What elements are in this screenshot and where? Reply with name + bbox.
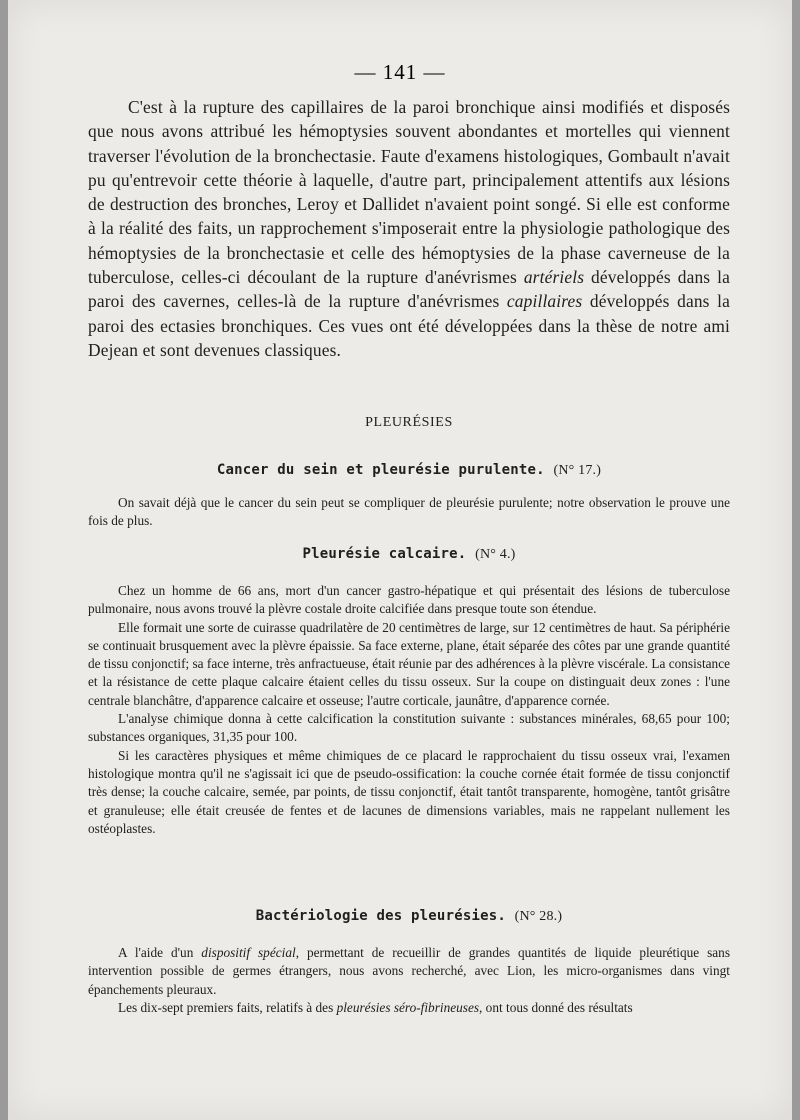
text: Les dix-sept premiers faits, relatifs à des <box>118 999 337 1015</box>
paragraph <box>88 999 730 1017</box>
subsection-heading-cancer <box>88 462 730 479</box>
intro-text-3: développés dans la paroi des ectasies bronchiques. Ces vues ont été développées dans la thèse de notre ami Dejean et sont devenues classiques. <box>88 291 730 360</box>
paragraph: L'analyse chimique donna à cette calcification la constitution suivante : substances minérales, 68,65 pour 100; substances organiques, 31,35 pour 100. <box>88 711 730 745</box>
paragraph: Elle formait une sorte de cuirasse quadrilatère de 20 centimètres de large, sur 12 centimètres de haut. Sa périphérie se continuait brusquement avec la plèvre épaissie. Sa face externe, plane, était séparée des côtes par une grande quantité de tissu conjonctif; sa face interne, très anfractueuse, était réunie par des adhérences à la plèvre viscérale. La consistance et la résistance de cette plaque calcaire étaient celles du tissu osseux. Sur la coupe on distinguait deux zones : l'une centrale blanchâtre, d'apparence calcaire et osseuse; l'autre corticale, jaunâtre, d'apparence cornée. <box>88 619 731 708</box>
subsection-title: Cancer du sein et pleurésie purulente. <box>216 462 545 478</box>
paragraph: Chez un homme de 66 ans, mort d'un cancer gastro-hépatique et qui présentait des lésions de tuberculose pulmonaire, nous avons trouvé la plèvre costale droite calcifiée dans presque toute son étendue. <box>88 583 730 617</box>
intro-paragraph <box>88 95 730 362</box>
page-number: — 141 — <box>354 60 446 84</box>
observation-ref: (N° 17.) <box>553 463 602 478</box>
intro-text-2: développés dans la paroi des cavernes, celles-là de la rupture d'anévrismes <box>88 267 730 312</box>
subsection-title: Bactériologie des pleurésies. <box>255 908 506 924</box>
text: , permettant de recueillir de grandes quantités de liquide pleurétique sans intervention possible de germes étrangers, nous avons recherché, avec Lion, les micro-organismes dans vingt épanchements pleuraux. <box>88 945 730 997</box>
intro-italic-2: capillaires <box>506 291 583 312</box>
paragraph-cancer: On savait déjà que le cancer du sein peut se compliquer de pleurésie purulente; notre observation le prouve une fois de plus. <box>88 495 730 529</box>
subsection-heading-bacterio <box>88 908 730 925</box>
subsection-heading-calcaire <box>88 546 730 563</box>
document-page <box>8 0 792 1120</box>
text: , ont tous donné des résultats <box>479 999 633 1015</box>
intro-italic-1: artériels <box>523 267 585 288</box>
observation-ref: (N° 4.) <box>475 547 516 562</box>
text: A l'aide d'un <box>118 945 202 960</box>
section-title: PLEURÉSIES <box>365 415 453 430</box>
bacterio-text-block <box>88 944 730 1017</box>
italic-text: dispositif spécial <box>201 945 296 960</box>
paragraph <box>88 944 730 999</box>
paragraph: Si les caractères physiques et même chimiques de ce placard le rapprochaient du tissu osseux vrai, l'examen histologique montra qu'il ne s'agissait ici que de pseudo-ossification: la couche cornée était formée de tissu conjonctif très dense; la couche calcaire, semée, par points, de tissu conjonctif, était tantôt transparente, homogène, tantôt grisâtre et granuleuse; elle était creusée de fentes et de lacunes de dimensions variables, mais ne rappelant nullement les ostéoplastes. <box>88 747 730 836</box>
observation-ref: (N° 28.) <box>514 909 563 924</box>
subsection-title: Pleurésie calcaire. <box>302 546 467 562</box>
calcaire-text-block <box>88 582 730 838</box>
intro-text-1: C'est à la rupture des capillaires de la paroi bronchique ainsi modifiés et disposés que nous avons attribué les hémoptysies souvent abondantes et mortelles qui viennent traverser l'évolution de la bronchectasie. Faute d'examens histologiques, Gombault n'avait pu qu'entrevoir cette théorie à laquelle, d'autre part, principalement attentifs aux lésions de destruction des bronches, Leroy et Dallidet n'avaient point songé. Si elle est conforme à la réalité des faits, un rapprochement s'imposerait entre la physiologie pathologique des hémoptysies de la bronchectasie et celle des hémoptysies de la phase caverneuse de la tuberculose, celles-ci découlant de la rupture d'anévrismes <box>88 97 730 288</box>
italic-text: pleurésies séro-fibrineuses <box>336 999 480 1015</box>
